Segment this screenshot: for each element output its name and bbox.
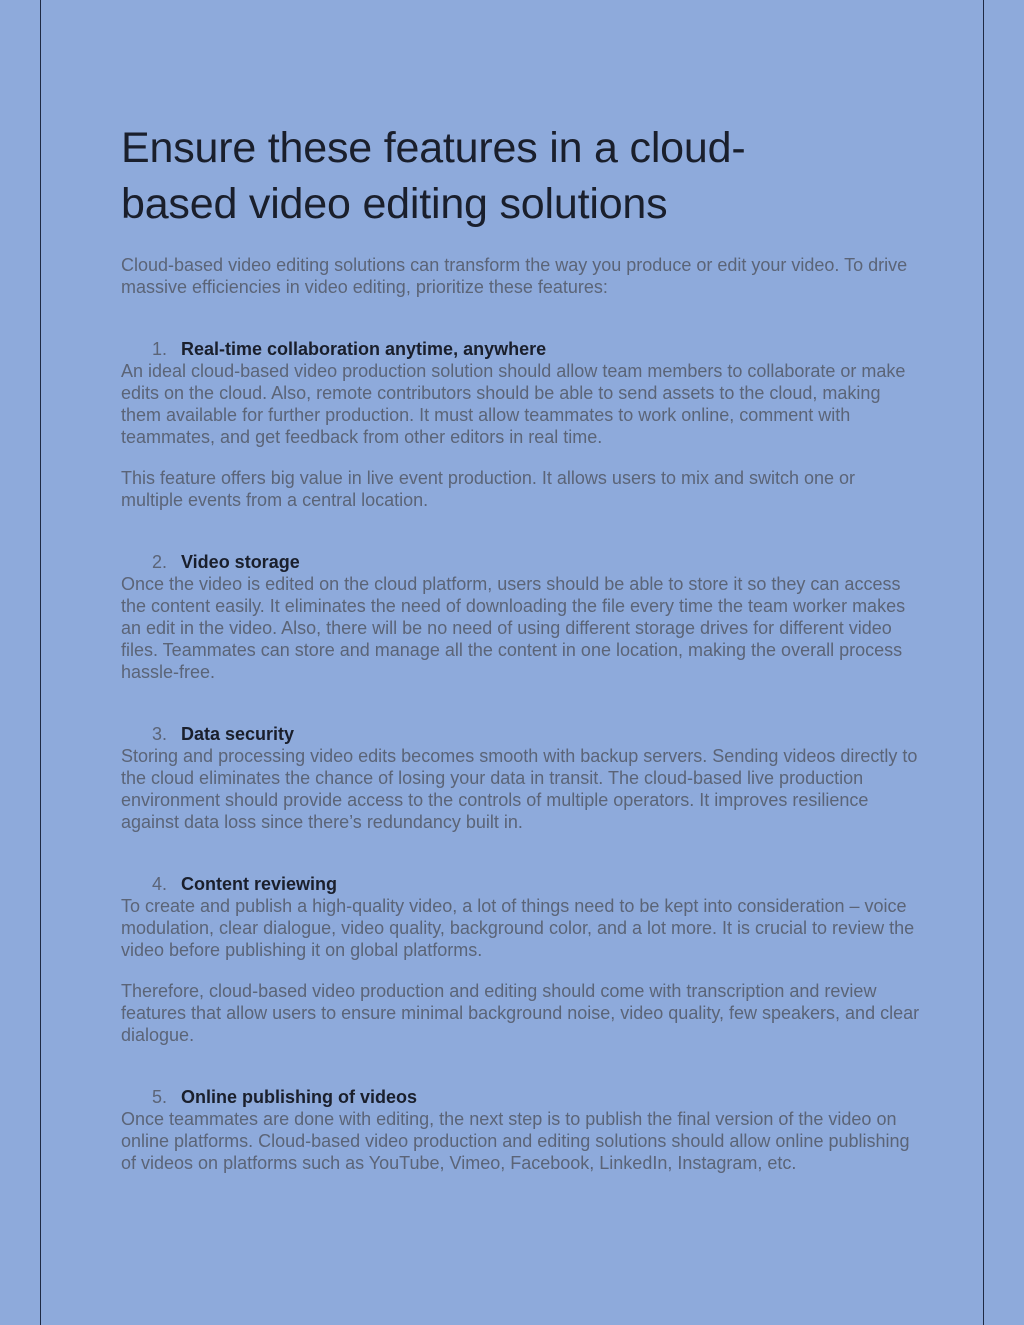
feature-heading bbox=[121, 873, 921, 895]
feature-number: 4. bbox=[151, 874, 167, 894]
feature-number: 1. bbox=[151, 339, 167, 359]
feature-number: 3. bbox=[151, 724, 167, 744]
page-title bbox=[121, 120, 921, 232]
feature-item bbox=[121, 873, 921, 1046]
page-border-right bbox=[983, 0, 984, 1325]
feature-heading bbox=[121, 551, 921, 573]
feature-paragraph: Storing and processing video edits becomes smooth with backup servers. Sending videos directly to the cloud eliminates the chance of losing your data in transit. The cloud-based live production environment should provide access to the controls of multiple operators. It improves resilience against data loss since there’s redundancy built in. bbox=[121, 746, 918, 832]
feature-title: Video storage bbox=[181, 552, 300, 572]
title-line-2: based video editing solutions bbox=[121, 180, 668, 228]
feature-title: Online publishing of videos bbox=[181, 1087, 418, 1107]
feature-item bbox=[121, 723, 921, 833]
page-border-left bbox=[40, 0, 41, 1325]
feature-title: Real-time collaboration anytime, anywhere bbox=[181, 339, 547, 359]
feature-item bbox=[121, 551, 921, 683]
feature-paragraph: Once the video is edited on the cloud platform, users should be able to store it so they can access the content easily. It eliminates the need of downloading the file every time the team worker makes an edit in the video. Also, there will be no need of using different storage drives for different video files. Teammates can store and manage all the content in one location, making the overall process hassle-free. bbox=[121, 574, 906, 682]
feature-paragraph: Therefore, cloud-based video production and editing should come with transcription and review features that allow users to ensure minimal background noise, video quality, few speakers, and clear dialogue. bbox=[121, 981, 920, 1045]
document-body bbox=[121, 120, 921, 1174]
feature-paragraph: To create and publish a high-quality video, a lot of things need to be kept into consideration – voice modulation, clear dialogue, video quality, background color, and a lot more. It is crucial to review the video before publishing it on global platforms. bbox=[121, 896, 915, 960]
feature-item bbox=[121, 338, 921, 511]
feature-heading bbox=[121, 1086, 921, 1108]
feature-heading bbox=[121, 338, 921, 360]
feature-paragraph: This feature offers big value in live event production. It allows users to mix and switch one or multiple events from a central location. bbox=[121, 468, 856, 510]
feature-paragraph: An ideal cloud-based video production solution should allow team members to collaborate or make edits on the cloud. Also, remote contributors should be able to send assets to the cloud, making them available for further production. It must allow teammates to work online, comment with teammates, and get feedback from other editors in real time. bbox=[121, 361, 906, 447]
feature-item bbox=[121, 1086, 921, 1174]
feature-number: 2. bbox=[151, 552, 167, 572]
feature-number: 5. bbox=[151, 1087, 167, 1107]
feature-title: Data security bbox=[181, 724, 295, 744]
feature-heading bbox=[121, 723, 921, 745]
feature-title: Content reviewing bbox=[181, 874, 338, 894]
title-line-1: Ensure these features in a cloud- bbox=[121, 124, 746, 172]
feature-paragraph: Once teammates are done with editing, the next step is to publish the final version of the video on online platforms. Cloud-based video production and editing solutions should allow online publishing of videos on platforms such as YouTube, Vimeo, Facebook, LinkedIn, Instagram, etc. bbox=[121, 1109, 910, 1173]
intro-paragraph: Cloud-based video editing solutions can transform the way you produce or edit your video. To drive massive efficiencies in video editing, prioritize these features: bbox=[121, 255, 908, 297]
